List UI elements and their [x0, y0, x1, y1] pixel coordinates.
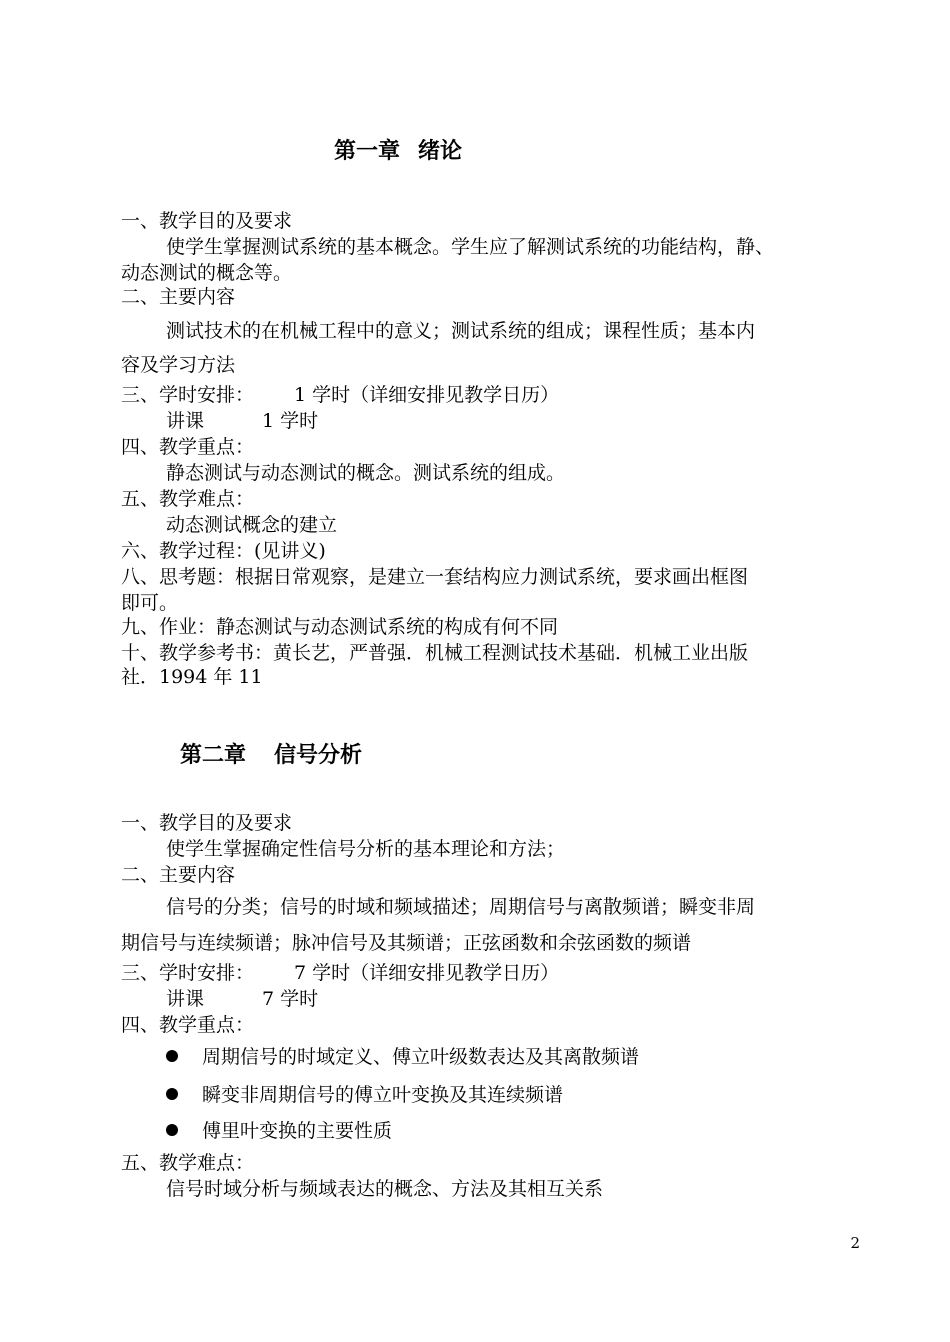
c1-section-objectives: 一、教学目的及要求: [121, 210, 293, 232]
c2-keypoint-text: 瞬变非周期信号的傅立叶变换及其连续频谱: [202, 1084, 564, 1106]
c2-section-keypoints: 四、教学重点：: [121, 1014, 255, 1036]
c2-hours-value: 7 学时（详细安排见教学日历）: [294, 962, 560, 984]
c2-lecture-row: [166, 986, 318, 1012]
c2-section-content: 二、主要内容: [121, 864, 236, 886]
c2-objectives-text: 使学生掌握确定性信号分析的基本理论和方法；: [166, 838, 566, 860]
c1-content-text-1: 测试技术的在机械工程中的意义；测试系统的组成；课程性质；基本内: [166, 320, 756, 342]
c2-section-hours: [121, 960, 559, 986]
c2-keypoint-item: [166, 1118, 392, 1144]
chapter-2-name: 信号分析: [274, 743, 363, 768]
chapter-1-number: 第一章: [334, 139, 401, 164]
c1-section-references-1: 十、教学参考书：黄长艺，严普强．机械工程测试技术基础．机械工业出版: [121, 642, 749, 664]
c1-section-keypoints: 四、教学重点：: [121, 436, 255, 458]
c2-difficulties-text: 信号时域分析与频域表达的概念、方法及其相互关系: [166, 1178, 604, 1200]
bullet-icon: [166, 1124, 178, 1136]
bullet-icon: [166, 1088, 178, 1100]
c1-hours-label: 三、学时安排：: [121, 384, 255, 406]
c2-lecture-label: 讲课: [166, 988, 205, 1010]
c1-section-questions-1: 八、思考题：根据日常观察，是建立一套结构应力测试系统，要求画出框图: [121, 566, 749, 588]
c1-section-homework: 九、作业：静态测试与动态测试系统的构成有何不同: [121, 616, 559, 638]
c2-lecture-hours: 7 学时: [262, 988, 319, 1010]
c1-lecture-label: 讲课: [166, 410, 205, 432]
c1-section-process: 六、教学过程：(见讲义): [121, 540, 326, 562]
c1-objectives-text-1: 使学生掌握测试系统的基本概念。学生应了解测试系统的功能结构，静、: [166, 236, 775, 258]
c2-keypoint-item: [166, 1082, 563, 1108]
c1-keypoints-text: 静态测试与动态测试的概念。测试系统的组成。: [166, 462, 566, 484]
c2-section-difficulties: 五、教学难点：: [121, 1152, 255, 1174]
c2-keypoint-text: 傅里叶变换的主要性质: [202, 1120, 393, 1142]
c1-lecture-hours: 1 学时: [262, 410, 319, 432]
c1-section-content: 二、主要内容: [121, 286, 236, 308]
c2-keypoint-text: 周期信号的时域定义、傅立叶级数表达及其离散频谱: [202, 1046, 640, 1068]
c1-section-references-2: 社．1994 年 11: [121, 666, 263, 688]
c1-content-text-2: 容及学习方法: [121, 354, 236, 376]
c2-keypoint-item: [166, 1044, 639, 1070]
chapter-2-number: 第二章: [180, 743, 247, 768]
c1-section-questions-2: 即可。: [121, 592, 179, 614]
c2-hours-label: 三、学时安排：: [121, 962, 255, 984]
chapter-1-name: 绪论: [418, 139, 463, 164]
c1-section-difficulties: 五、教学难点：: [121, 488, 255, 510]
chapter-2-title: [180, 738, 362, 769]
c1-section-hours: [121, 382, 559, 408]
c1-difficulties-text: 动态测试概念的建立: [166, 514, 338, 536]
c1-objectives-text-2: 动态测试的概念等。: [121, 262, 293, 284]
chapter-1-title: [334, 134, 462, 165]
c1-hours-value: 1 学时（详细安排见教学日历）: [294, 384, 560, 406]
c2-content-text-1: 信号的分类；信号的时域和频域描述；周期信号与离散频谱；瞬变非周: [166, 896, 756, 918]
page-number: 2: [850, 1234, 860, 1252]
c2-section-objectives: 一、教学目的及要求: [121, 812, 293, 834]
bullet-icon: [166, 1050, 178, 1062]
c1-lecture-row: [166, 408, 318, 434]
c2-content-text-2: 期信号与连续频谱；脉冲信号及其频谱；正弦函数和余弦函数的频谱: [121, 932, 692, 954]
